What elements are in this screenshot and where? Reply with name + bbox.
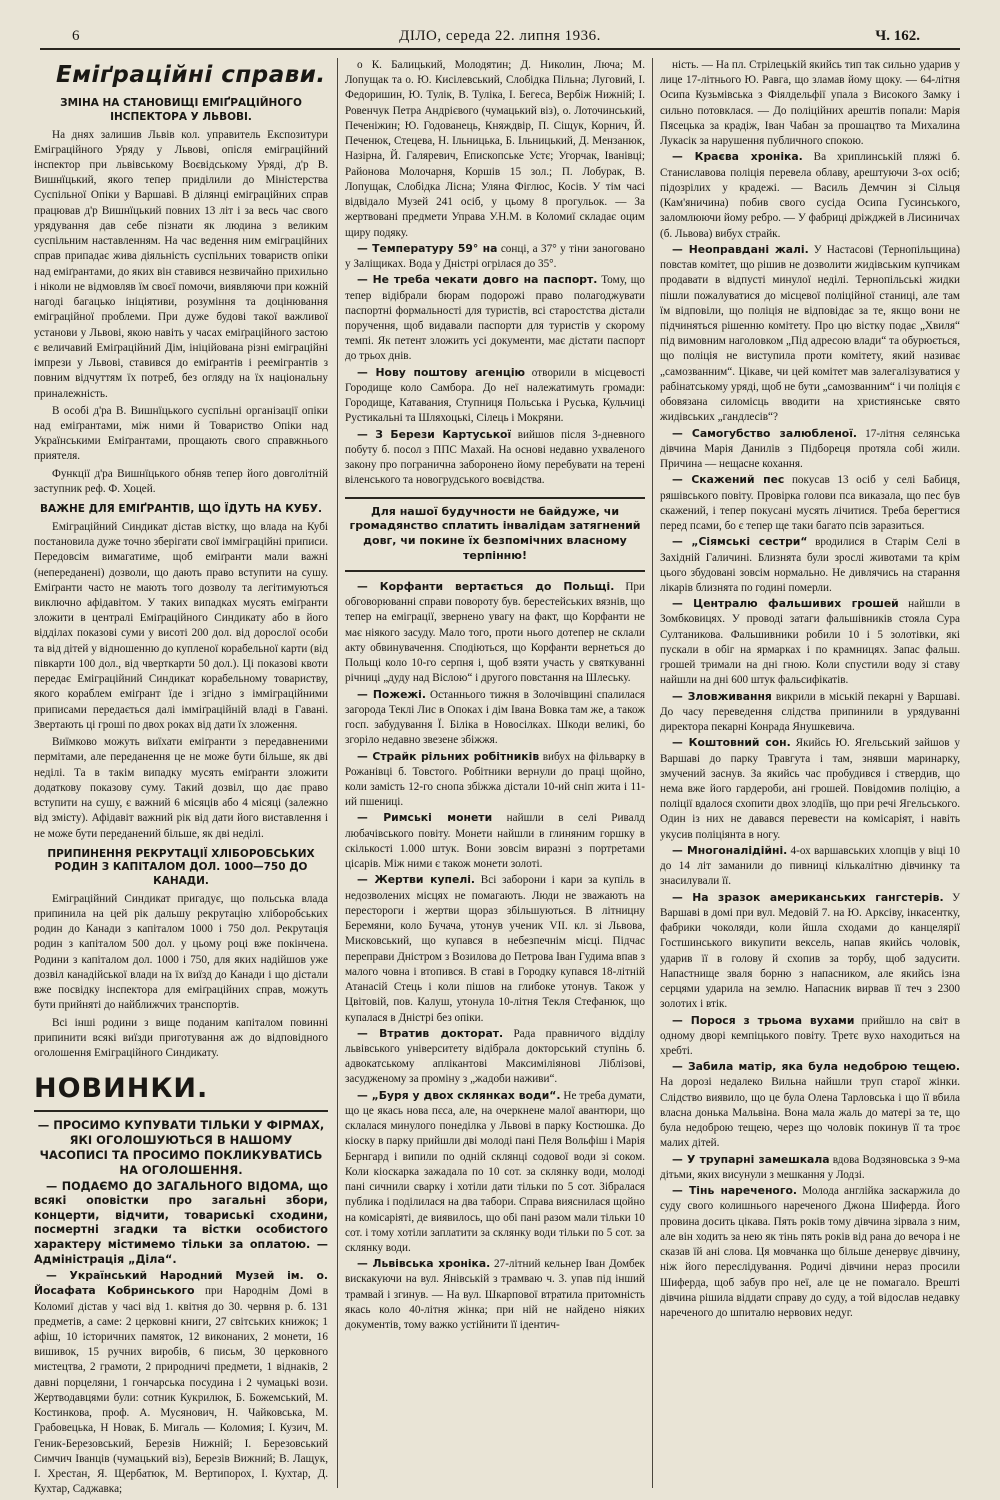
- masthead: [40, 26, 960, 50]
- news-item: [345, 1257, 645, 1333]
- article-paragraph: Виїмково можуть виїхати еміґранти з передавненими пермітами, але переданення це не може бути більше, як дві неділі. Та в такім випадку мусять еміґранти зложити додаткову показову суму. Такий дозвіл, що дає право вступити на сушу, є важний 6 місяців або 4 місяці (залежно від змісту). Афідавіт важний рік від дати його виставлення і не може бути переданений більше, як дві неділі.: [34, 736, 328, 840]
- news-item-text: найшли в Зомбковицях. У проводі затаги фальшівників стояла Сура Султаникова. Фальшивники робили 10 і 5 золотівки, які пускали в обіг на ярмарках і по крамницях. Запас фальш. грошей тримали на дні гною. Коли спустили воду зі ставу найшли на дні 600 штук фальсифікатів.: [660, 598, 960, 687]
- news-item-text: Рада правничого відділу львівського університету відібрала докторський ступінь б. адвокатському аплікантові Максиміліянові Ліблізові, засудженому за проміну з „жадоби наживи“.: [345, 1027, 645, 1086]
- news-item: [345, 750, 645, 811]
- news-item: [660, 427, 960, 473]
- news-item-text: Останнього тижня в Золочівщині спалилася загорода Теклі Лис в Опоках і дім Івана Вовка там же, а також госп. забудування Ї. Біліка в Новосілках. Шкоди великі, бо згоріло недавно звезене збіжжя.: [345, 688, 645, 747]
- article-paragraph: Функції д'ра Вишнїцького обняв тепер його довголітній заступник реф. Ф. Хоцей.: [34, 467, 328, 495]
- news-item-text: 4-ох варшавських хлопців у віці 10 до 14 літ заманили до пивниці кількалітню дівчинку та знасилували її.: [660, 844, 960, 888]
- news-item: [345, 273, 645, 364]
- article-paragraph: Еміграційний Синдикат пригадує, що польська влада припинила на цей рік дальшу рекрутацію хліборобських родин до Канади з капіталом 1000 і 750 дол. Рекрутація родин з капіталом 500 дол. у цьому році вже покінчена. Родини з капіталом дол. 1000 і 750, для яких надійшов уже дозвіл канадійської влади на їх виїзд до Канади і що дістали вже посвідку інспектора для еміґраційних справ, можуть бути прийняті до найближчих транспортів.: [34, 892, 328, 1012]
- issue-number: Ч. 162.: [875, 28, 920, 44]
- news-item-key: — Забила матір, яка була недоброю тещею.: [672, 1060, 960, 1074]
- news-item: [660, 1153, 960, 1183]
- news-item: [660, 535, 960, 596]
- news-item-key: — Корфанти вертається до Польщі.: [357, 579, 615, 593]
- news-item-text: при Народнім Домі в Коломиї дістав у часі від 1. квітня до 30. червня р. б. 131 предметів, а саме: 2 церковні книги, 27 світських книжок; 1 афіш, 10 історичних памяток, 12 виконаних, 2 монети, 16 вишивок, 15 ручних виробів, 6 письм, 30 церковного мистецтва, 2 грамоти, 2 природничі предмети, 1 віднаків, 2 давні порцеляни, 1 гончарська посудина і 2 чумацькі вози. Жертводавцями були: сотник Кукрилюк, Б. Божемський, М. Костинкова, проф. А. Мусянович, Н. Чайковська, М. Грабовецька, Н Новак, Б. Мигаль — Коломия; І. Кузич, М. Геник-Березовський, Березів Нижній; І. Березовський Симчич Іванців (чумацький віз), Березів Вижний; В. Лащук, І. Хрестан, Я. Щербатюк, М. Вертипорох, І. Кухтар, Д. Кухтар, Саджавка;: [34, 1285, 328, 1496]
- news-item-key: — Неоправдані жалі.: [672, 242, 809, 256]
- notice-administration: — ПОДАЄМО ДО ЗАГАЛЬНОГО ВІДОМА, що всякі оповістки про загальні збори, концерти, відчити, товариські сходини, посмертні згадки та вістки особистого характеру містимемо тільки за оплатою. — Адміністрація „Діла“.: [34, 1179, 328, 1266]
- news-item: [345, 1027, 645, 1088]
- news-item-key: — Коштовний сон.: [672, 736, 791, 750]
- news-item: [345, 1089, 645, 1257]
- news-item: [345, 428, 645, 489]
- news-item-text: Ва хриплинській пляжі б. Станиславова поліція перевела облаву, арештуючи 3-ох осіб; підозрілих у крадежі. — Василь Демчин зі Сільця (Кам'яничина) побив свого сусіда Осипа Гусинського, заломлюючи йому ребро. — У фабриці дріжджей в Лисиничах (б. Львова) вибух страйк.: [660, 151, 960, 240]
- news-item-text: Всі заборони і кари за купіль в недозволених місцях не помагають. Люди не зважають на перестороги і жертви щораз збільшуються. В літницну Беремяни, коло Бучача, утонув ученик VII. кл. зі Львова, Мисковський, що купався в небезпечнім місці. Підчас переправи Дністром з Возилова до Петрова Іван Гудима впав з малого човна і втопився. В ставі в Городку купався 18-літній Атанасій Стець і коли пішов на глибоке утонув. Також у Цвітовій, пов. Калуш, утонула 10-літня Текля Стефанюк, що купалася в Дністрі без опіки.: [345, 874, 645, 1024]
- news-item: [660, 243, 960, 426]
- column-rule-1: [337, 58, 338, 1488]
- news-item-text: прийшло на світ в одному дворі кемпіцького повіту. Третє вухо находиться на хребті.: [660, 1014, 960, 1057]
- news-item: о К. Балицький, Молодятин; Д. Николин, Люча; М. Лопущак та о. Ю. Кисілевський, Слобідка Пільна; Луговий, І. Федоришин, Ю. Тулік, В. Туліка, І. Бегеса, Вербіж Нижній; І. Ровенчук Петра Андрієвого (чумацький віз), о. Лоточинський, Печеніжин; Ю. Годованець, Княждвір, П. Сіщук, Корнич, Й. Печенюк, Стецева, Н. Ільницька, Б. Ільницький, Д. Мензанюк, Назірна, Й. Галяревич, Епископське Устє; Угорчак, Іванівці; Районова Молочарня, Коршів 15 зол.; П. Лобурак, В. Лопущак, Слобідка Лісна; Уляна Фіглюс, Косів. У тім часі відвідало Музей 241 осіб, у цьому 8 прогульок. — За жертвовані предмети Управа У.Н.М. в Коломиї складає оцим щиру подяку.: [345, 59, 645, 239]
- news-item: [660, 473, 960, 534]
- news-item-text: 17-літня селянська дівчина Марія Данилів з Підбореця протяла собі жили. Причина — нещасне кохання.: [660, 427, 960, 471]
- news-item-text: На дорозі недалеко Вильна найшли труп старої жінки. Слідство виявило, що це була Олена Тарловська і що її вбила власна донька Мальвіна. Вона мала жаль до матері за те, що була недоброю тещею, через що чоловік покинув її та троє малих дітей.: [660, 1076, 960, 1150]
- news-item-key: — Краєва хроніка.: [672, 150, 803, 164]
- news-item: [660, 1184, 960, 1321]
- article-heading: ЗМІНА НА СТАНОВИЩІ ЕМІҐРАЦІЙНОГО ІНСПЕКТОРА У ЛЬВОВІ.: [60, 97, 302, 123]
- article-paragraph: Еміграційний Синдикат дістав вістку, що влада на Кубі постановила дуже точно зберігати свої імміграційні приписи. Передовсім вимагатиме, щоб еміґранти мали важні (непереданені) дозволи, що дають право вступити на сушу. Еміґранти часто не мають того дозволу та легітимуються виключно афідавітом. У таких випадках мусять еміґранти зложити в централі Еміґраційного Синдикату або в його відділах показові суми у висоті 200 дол. від дорослої особи та від дітей у відношенню до купленої корабельної карти (від півкарти 100 дол., від чверткарти 50 дол.). Ці показові квоти передає Еміграційний Синдикат корабельному товариству, якого кораблем еміґрант їде і згідно з імміграційними приписами передається далі імміґраційній владі в Гавані. Звертають ці гроші по двох роках від дати їх зложення.: [34, 520, 328, 731]
- article-heading: ПРИПИНЕННЯ РЕКРУТАЦІЇ ХЛІБОРОБСЬКИХ РОДИН З КАПІТАЛОМ ДОЛ. 1000—750 ДО КАНАДИ.: [47, 847, 315, 888]
- news-item: [345, 366, 645, 427]
- news-item: [345, 811, 645, 872]
- news-item: [660, 1060, 960, 1151]
- news-item-key: — Порося з трьома вухами: [672, 1013, 855, 1027]
- news-item-key: — „Буря у двох склянках води“.: [357, 1088, 561, 1102]
- news-item-key: — Львівська хроніка.: [357, 1257, 491, 1271]
- news-item-text: покусав 13 осіб у селі Бабиця, ряшівського повіту. Провірка голови пса виказала, що пес був скажений, і тепер покусані мусять лічитися. Треба берегтися перед псами, бо є тепер ще таки багато псів заразиться.: [660, 474, 960, 533]
- news-item-text: найшли в селі Ривалд любачівського повіту. Монети найшли в глиняним горшку в скількості 1.000 штук. Вони зовсім виразні з портретами цісарів. Між ними є також монети золоті.: [345, 812, 645, 871]
- article-paragraph: На днях залишив Львів кол. управитель Експозитури Еміграційного Уряду у Львові, опісля еміграційний інспектор при львівському Воєвідському Уряді, д'р В. Вишнїцький, якого тепер приділили до Міністерства Суспільної Опіки у Варшаві. В ділянці еміграційних справ працював д'р Вишнїцький повних 13 літ і за весь час свого урядування дав себе пізнати як людина з великим суспільним наставленням. На час ведення ним еміграційних справ припадає жива діяльність суспільних товариств опіки над еміґрантами, до яких він ставився незвичайно прихильно і ніколи не відмовляв їм своєї помочи, виявляючи при кожній нагоді багацько ініціятиви, розуміння та доцінювання еміграційної проблеми. При дуже будові такої важливої установи у Львові, якою навіть у часах еміґраційного застою є величавий Еміґраційний Дім, ініційована різні еміграційні імпрези у Львові, ставився до еміґрантів і реемігрантів з повним відчуттям їх потреб, без огляду на їх національну приналежність.: [34, 128, 328, 400]
- news-item-text: вийшов після 3-дневного побуту б. посол з ППС Махай. На основі недавно ухваленого закону про погранична заборонено йому перебувати на терені віленського та новогрудського воєвідства.: [345, 428, 645, 487]
- news-item-key: — Страйк рільних робітників: [357, 749, 540, 763]
- news-item-key: — Многоналідійні.: [672, 843, 788, 857]
- news-item: [660, 891, 960, 1013]
- news-item-text: Якийсь Ю. Ягельський зайшов у Варшаві до парку Травгута і там, знявши маринарку, змучений заснув. За якийсь час пробудився і ствердив, що нема вже його гардероби, ані грошей. Повідомив поліцію, а поліції вдалося схопити двох злодіїв, що при речі Ягельського. Один із них не давався перевести на комісаріят, і навіть укусив поліціянта в ногу.: [660, 737, 960, 841]
- news-item: [660, 150, 960, 241]
- news-item: [660, 690, 960, 736]
- news-item: [660, 1014, 960, 1060]
- column-rule-2: [652, 58, 653, 1488]
- news-item-key: — Самогубство залюбленої.: [672, 426, 857, 440]
- news-item-key: — З Берези Картуської: [357, 427, 512, 441]
- news-item: [34, 1269, 328, 1498]
- news-item-key: — Зловживання: [672, 689, 772, 703]
- news-item-text: сонці, а 37° у тіни заноговано у Заліщиках. Вода у Дністрі огрілася до 35°.: [345, 242, 645, 271]
- news-item-key: — Скажений пес: [672, 473, 785, 487]
- section-title-news: НОВИНКИ.: [34, 1071, 328, 1112]
- news-item: [660, 597, 960, 688]
- news-item-key: — Жертви купелі.: [357, 873, 476, 887]
- news-item-key: — Український Народний Музей ім. о. Йосафата Кобринського: [34, 1269, 328, 1298]
- article-paragraph: В особі д'ра В. Вишнїцького суспільні організації опіки над еміґрантами, між ними й Товариство Опіки над Українськими Еміґрантами, прощають свого справжнього приятеля.: [34, 404, 328, 463]
- news-item-text: викрили в міській пекарні у Варшаві. До часу переведення слідства припинили в урядуванні директора пекарні Конрада Янушкевича.: [660, 690, 960, 734]
- masthead-title-date: ДІЛО, середа 22. липня 1936.: [399, 28, 601, 44]
- news-item: [660, 736, 960, 843]
- news-item-key: — Римські монети: [357, 811, 493, 825]
- news-item-key: — На зразок американських гангстерів.: [672, 890, 944, 904]
- news-item-key: — Нову поштову агенцію: [357, 365, 526, 379]
- article-paragraph: Всі інші родини з вище поданим капіталом повинні припинити всякі виїзди приготування аж до відповідного оголошення Еміграційного Синдикату.: [34, 1016, 328, 1059]
- page-number: 6: [72, 28, 80, 44]
- news-item-text: Тому, що тепер відібрали бюрам подорожі право полагоджувати паспортні формальності для туристів, всі старостства дістали поручення, щоб видавали паспорти для туристів у скорому темпі. Як петент зложить усі документи, має дістати паспорт до трьох днів.: [345, 274, 645, 363]
- news-item-key: — Пожежі.: [357, 687, 426, 701]
- news-item: [345, 242, 645, 272]
- news-item-text: У Настасові (Тернопільщина) повстав комітет, що рішив не дозволити жидівським купчикам продавати в відпусті минулої неділі. Тернопільські жидки пішли пожалуватися до місцевої поліційної станиці, але там їм відповіли, що поліція не відповідає за те, якщо вони не підчиняться рішенню комітету. Про цю вістку подає „Хвиля“ під вимовним наголовком „Під адресою влади“ та обурюється, що поліція не виступила проти комітету, який називає „самозванним“. Цікаве, чи цей комітет мав залегалізуватися у рабінатському уряді, щоб не бути „самозванним“ і чи поліція є обовязана силомісць вводити на християнське свято жидівських „гандлесів“?: [660, 243, 960, 424]
- news-item-text: вродилися в Старім Селі в Західній Галичині. Близнята були зрослі животами та крім цього збудовані зовсім нормально. Не дивлячись на старання лікарів близнята по годині померли.: [660, 536, 960, 594]
- news-item-key: — Централю фальшивих грошей: [672, 597, 899, 611]
- news-item-text: У Варшаві в домі при вул. Медовій 7. на Ю. Арксіву, інкасентку, фабрики чоколяди, коли йшла сходами до канцелярії Гостшинського викупити вексель, напав якийсь чоловік, ударив її в голову й схопив за торбу, щоб задусити. Напастнище зваля борню з напасником, але якийсь ізна серцями ударила на землю. Напасник вирвав її теч з 2300 золотих і втік.: [660, 891, 961, 1011]
- news-item-text: При обговорюванні справи повороту був. берестейських вязнів, що тепер на еміграції, звернено увагу на факт, що Корфанти не має ніякого засуду. Мало того, проти нього дотепер не склали акту обвинувачення. Сподіються, що Корфанти вернеться до Польщі коло 10-го серпня і, щоб взяти участь у святкуванні річниці „дуду над Віслою“ і другого повстання на Шлеську.: [345, 580, 645, 685]
- news-item-text: 27-літний кельнер Іван Домбек вискакуючи на вул. Янівській з трамваю ч. 3. упав під інший трамвай і згинув. — На вул. Шкарпової втратила притомність якась коло 40-літня жінка; при ній не найдено ніяких документів, тому важко устійнити її ідентич-: [345, 1258, 645, 1332]
- column-1: [34, 58, 328, 1496]
- news-item: ність. — На пл. Стрілецькій якийсь тип так сильно ударив у лице 17-літнього Ю. Равга, що зламав йому щоку. — 64-літня Осипа Кузьмівська з Фіялдельфії упала з Високого Замку і сильно потовклася. — До поліційних арештів попали: Марія Пясецька за крадіж, Іван Чабан за прошацтво та Михалина Лукасік за нарушення публичного спокою.: [660, 59, 960, 148]
- news-item-text: Молода англійка заскаржила до суду свого колишнього нареченого Джона Шиферда. Його провина досить цікава. Пять років тому дівчина зірвала з ним, але він ходить за нею як тінь пять років від рана до вечора і не сказав їй ані слова. Ця мовчанка що більше денервує дівчину, ніж його переслідування. Родичі дівчини нераз просили Шиферда, щоб забув про неї, але це не помагало. Врешті дівчина рішила віддати справу до суду, а той відослав недавку нареченого до шпиталю нервових недуг.: [660, 1185, 960, 1319]
- news-item-key: — „Сіямські сестри“: [672, 535, 808, 549]
- article-heading: ВАЖНЕ ДЛЯ ЕМІҐРАНТІВ, ЩО ЇДУТЬ НА КУБУ.: [40, 503, 322, 516]
- column-2: [345, 58, 645, 1488]
- notice-ads: — ПРОСИМО КУПУВАТИ ТІЛЬКИ У ФІРМАХ, ЯКІ ОГОЛОШУЮТЬСЯ В НАШОМУ ЧАСОПИСІ ТА ПРОСИМО ПОКЛИКУВАТИСЬ НА ОГОЛОШЕННЯ.: [37, 1117, 325, 1177]
- column-3: [660, 58, 960, 1488]
- news-item: [345, 873, 645, 1025]
- news-item-key: — Не треба чекати довго на паспорт.: [357, 273, 598, 287]
- news-item-key: — У трупарні замешкала: [672, 1152, 830, 1166]
- news-item-text: вибух на фільварку в Рожанівці б. Товстого. Робітники вернули до праці щойно, коли замість 12-го снопа збіжжа дістали 10-ий сніп жита і 11-ий пшениці.: [345, 750, 645, 809]
- news-item: [345, 580, 645, 687]
- news-item-key: — Тінь нареченого.: [672, 1184, 798, 1198]
- news-item: [345, 688, 645, 749]
- news-item-text: Не треба думати, що це якась нова пєса, але, на очеркнене малої авантюри, що склалася минулого понеділка у Львові в парку Костюшка. До кіоску в парку прийшли дві молоді пані Пеля Вольфіш і Марія Бернгард і випили по одній склянці содової води зі соком. Коли кіоскарка зажадала по 10 сот. за склянку води, молоді пані сичнили сварку і хотіли дати тільки по 5 сот. Зібралася публика і поділилася на два табори. Справа вияснилася щойно на комісаріяті, де виявилось, що обі пані разом мали тільки 10 сот. і тому хотіли заплатити за склянку води тільки по 5 сот. за склянку води.: [345, 1089, 645, 1255]
- news-item-key: — Втратив докторат.: [357, 1026, 504, 1040]
- news-item-key: — Температуру 59° на: [357, 241, 498, 255]
- section-title-emigration: Еміґраційні справи.: [56, 62, 326, 88]
- news-item-text: вдова Водзяновська з 9-ма дітьми, яких висунули з мешкання у Лодзі.: [660, 1153, 960, 1181]
- news-item-text: отворили в місцевості Городище коло Самбора. До неї належатимуть громади: Городище, Катавания, Ступниця Польська і Руська, Кульчиці Рустикальні та Шляхоцькі, Сілець і Мокряни.: [345, 366, 645, 425]
- invalids-appeal-box: Для нашої будучности не байдуже, чи громадянство сплатить інвалідам затягнений довг, чи покине їх безпомічних власному терпінню!: [345, 497, 645, 572]
- news-item: [660, 844, 960, 890]
